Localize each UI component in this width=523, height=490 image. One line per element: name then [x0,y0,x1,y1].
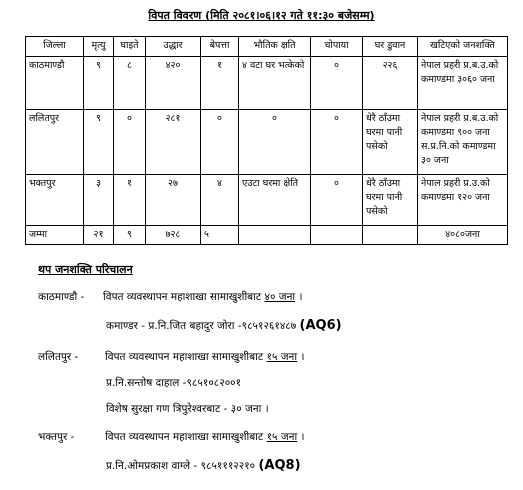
table-cell: २८१ [146,110,201,175]
deploy-text: विपत व्यवस्थापन महाशाखा सामाखुशीबाट [105,431,267,443]
code-tag: (AQ6) [299,318,342,333]
district-label: भक्तपुर - [38,431,75,443]
ktm-commander-line [106,318,342,333]
table-cell: १ [114,175,146,226]
table-cell: २१ [84,226,114,245]
table-row [26,57,508,110]
table-cell: ० [114,110,146,175]
code-tag: (AQ8) [258,458,301,473]
line-end: । [297,431,305,443]
commander-text: कमाण्डर - प्र.नि.जित बहादुर जोरा -९८५१२६१४८७ [106,320,300,332]
deploy-count: ४० जना [264,291,296,303]
lal-commander-line: प्र.नि.सन्तोष दाहाल -९८५१०८२००१ [106,377,242,389]
bkt-commander-line [106,458,301,473]
table-cell: ४०८०जना [418,226,508,245]
table-cell: ४ [201,175,239,226]
table-cell: ४२० [146,57,201,110]
lal-deploy-line [38,350,304,364]
col-header: घर डुवान [363,37,418,57]
deploy-text: विपत व्यवस्थापन महाशाखा सामाखुशीबाट [103,291,265,303]
table-cell: काठमाण्डौ [26,57,84,110]
col-header: मृत्यु [84,37,114,57]
deploy-count: १५ जना [266,351,298,363]
line-end: । [297,351,305,363]
page-title: विपत विवरण (मिति २०८१।०६।१२ गते ११:३० बजेसम्म) [148,9,375,22]
table-cell: धेरै ठाँउमा घरमा पानी पसेको [363,175,418,226]
table-cell: धेरै ठाँउमा घरमा पानी पसेको [363,110,418,175]
table-row [26,110,508,175]
col-header: घाइते [114,37,146,57]
table-cell: ३ [84,175,114,226]
table-cell [239,226,311,245]
bkt-deploy-line [38,430,305,444]
table-cell: ० [311,175,363,226]
ktm-deploy-line [38,290,302,304]
table-cell: २७ [146,175,201,226]
table-cell: ललितपुर [26,110,84,175]
table-cell: ० [311,110,363,175]
deploy-count: १५ जना [266,431,298,443]
table-cell: एउटा घरमा क्षेति [239,175,311,226]
col-header: भौतिक क्षति [239,37,311,57]
table-cell: नेपाल प्रहरी प्र.ब.उ.को कमाण्डमा ३०६० जना [418,57,508,110]
table-cell: ० [239,110,311,175]
col-header: चोपाया [311,37,363,57]
table-cell: ९ [84,110,114,175]
table-cell: ९ [84,57,114,110]
table-cell: २२६ [363,57,418,110]
section-title: थप जनशक्ति परिचालन [38,263,133,276]
line-end: । [295,291,303,303]
district-label: ललितपुर - [38,351,79,363]
table-cell: ८ [114,57,146,110]
table-cell: ० [311,57,363,110]
lal-extra-line: विशेष सुरक्षा गण त्रिपुरेश्वरबाट - ३० जना । [106,403,269,415]
disaster-table [25,36,508,245]
table-cell: भक्तपुर [26,175,84,226]
table-cell: नेपाल प्रहरी प्र.ब.उ.को कमाण्डमा ९०० जना स.प्र.नि.को कमाण्डमा ३० जना [418,110,508,175]
district-label: काठमाण्डौ - [38,291,85,303]
col-header: बेपत्ता [201,37,239,57]
table-cell [363,226,418,245]
table-header-row [26,37,508,57]
table-cell [311,226,363,245]
table-cell: ९ [114,226,146,245]
col-header: जिल्ला [26,37,84,57]
table-cell: ० [201,110,239,175]
table-cell: नेपाल प्रहरी प्र.उ.को कमाण्डमा १२० जना [418,175,508,226]
commander-text: प्र.नि.ओमप्रकाश वाग्ले - ९८५१११२२१० [106,460,259,472]
col-header: खटिएको जनशक्ति [418,37,508,57]
table-cell: ५ [201,226,239,245]
table-cell: ४ वटा घर भत्केको [239,57,311,110]
col-header: उद्धार [146,37,201,57]
table-cell: ७२८ [146,226,201,245]
deploy-text: विपत व्यवस्थापन महाशाखा सामाखुशीबाट [105,351,267,363]
table-cell: १ [201,57,239,110]
table-cell: जम्मा [26,226,84,245]
table-row [26,175,508,226]
table-total-row [26,226,508,245]
